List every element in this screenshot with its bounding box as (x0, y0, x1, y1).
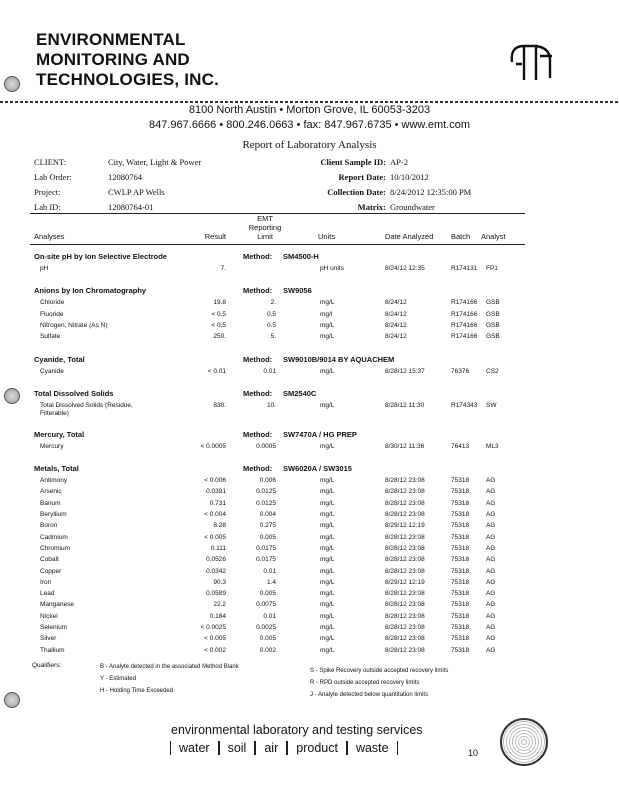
analyte-name: Silver (40, 635, 57, 643)
date-analyzed-value: 8/28/12 23:08 (385, 544, 425, 552)
client-label: CLIENT: (34, 157, 67, 167)
qualifier-s: S - Spike Recovery outside accepted recovery limits (310, 668, 449, 674)
batch-value: 76376 (451, 367, 470, 375)
result-value: < 0.005 (204, 635, 226, 643)
analyte-name: Nickel (40, 612, 58, 620)
batch-value: 75318 (451, 522, 470, 530)
qualifiers-left (100, 661, 239, 697)
footer-item-product: product (287, 741, 347, 755)
date-analyzed-value: 8/28/12 11:30 (385, 401, 425, 409)
limit-value: 1.4 (266, 578, 276, 586)
analyte-name: Arsenic (40, 488, 62, 496)
result-value: 0.0342 (206, 567, 226, 575)
date-analyzed-value: 8/29/12 12:19 (385, 522, 425, 530)
analyst-value: FP1 (486, 265, 498, 272)
result-value: < 0.5 (211, 310, 226, 318)
analyte-name: Thallium (40, 646, 65, 654)
batch-value: R174166 (451, 299, 478, 307)
units-value: mg/L (320, 556, 335, 564)
date-analyzed-value: 8/24/12 (385, 333, 407, 341)
batch-value: 75318 (451, 567, 470, 575)
punch-hole (4, 388, 20, 404)
analyst-value: AG (486, 635, 496, 643)
limit-value: 0.005 (259, 635, 276, 643)
col-units: Units (318, 232, 336, 241)
punch-hole (4, 692, 20, 708)
footer-services (170, 741, 398, 755)
date-analyzed-value: 8/28/12 23:08 (385, 533, 425, 541)
company-name-line-2: MONITORING AND (36, 50, 190, 69)
date-analyzed-value: 8/28/12 23:08 (385, 635, 425, 643)
method-label: Method: (243, 429, 273, 439)
client-value: City, Water, Light & Power (108, 157, 202, 167)
limit-value: 0.0075 (256, 601, 276, 609)
units-value: mg/L (320, 522, 335, 530)
batch-value: 75318 (451, 635, 470, 643)
limit-value: 0.005 (259, 533, 276, 541)
batch-value: 76413 (451, 442, 470, 450)
analyst-value: AG (486, 488, 496, 496)
analyte-name: Nitrogen, Nitrate (As N) (40, 321, 108, 329)
limit-value: 0.0175 (256, 556, 276, 564)
header-rule-bottom (30, 244, 525, 245)
date-analyzed-value: 8/24/12 (385, 321, 407, 329)
method-label: Method: (243, 388, 273, 398)
analyte-name: Fluoride (40, 310, 64, 318)
units-value: mg/L (320, 488, 335, 496)
result-value: 250. (213, 333, 226, 341)
collection-date-value: 8/24/2012 12:35:00 PM (390, 187, 472, 197)
units-value: mg/L (320, 477, 335, 485)
units-value: mg/L (320, 635, 335, 643)
units-value: mg/L (320, 612, 335, 620)
date-analyzed-value: 8/29/12 12:19 (385, 578, 425, 586)
limit-value: 0.0125 (256, 488, 276, 496)
date-analyzed-value: 8/24/12 (385, 310, 407, 318)
units-value: mg/L (320, 590, 335, 598)
analyte-name: Chloride (40, 299, 65, 307)
analyst-value: AG (486, 567, 496, 575)
qualifier-b: B - Analyte detected in the associated Method Blank (100, 664, 239, 670)
result-value: 0.111 (210, 544, 226, 552)
units-value: mg/l (320, 310, 333, 318)
analyst-value: AG (486, 477, 496, 485)
result-value: < 0.002 (204, 646, 226, 654)
header-rule (0, 101, 619, 103)
footer-item-air: air (255, 741, 287, 755)
analyst-value: GSB (486, 310, 500, 318)
method-value: SW6020A / SW3015 (283, 464, 352, 474)
section-title: Mercury, Total (34, 429, 85, 439)
analyst-value: SW (486, 401, 497, 409)
emt-logo (506, 40, 556, 85)
result-value: 7. (220, 265, 226, 272)
analyte-name: Antimony (40, 477, 68, 485)
date-analyzed-value: 8/30/12 11:36 (385, 442, 425, 450)
result-value: 0.731 (209, 499, 226, 507)
lab-id-label: Lab ID: (34, 202, 61, 212)
limit-value: 0.004 (259, 511, 276, 518)
method-label: Method: (243, 252, 273, 261)
analyst-value: GSB (486, 321, 500, 329)
method-value: SM2540C (283, 388, 317, 398)
units-value: mg/L (320, 511, 335, 518)
info-right-values (390, 155, 471, 215)
analyte-name: Sulfate (40, 333, 61, 341)
units-value: mg/L (320, 533, 335, 541)
result-value: < 0.0005 (200, 442, 226, 450)
date-analyzed-value: 8/28/12 15:37 (385, 367, 425, 375)
analyst-value: AG (486, 511, 496, 518)
analyte-name: Chromium (40, 544, 70, 552)
units-value: mg/L (320, 544, 335, 552)
date-analyzed-value: 8/28/12 23:08 (385, 477, 425, 485)
units-value: mg/L (320, 567, 335, 575)
analyst-value: AG (486, 624, 496, 631)
lab-id-value: 12080764-01 (108, 202, 154, 212)
analyte-name: Mercury (40, 442, 64, 450)
analyte-name: Manganese (40, 601, 74, 609)
company-name-line-1: ENVIRONMENTAL (36, 30, 186, 49)
analyst-value: AG (486, 533, 496, 541)
page-number: 10 (468, 748, 479, 758)
units-value: mg/L (320, 367, 335, 375)
analyst-value: ML3 (486, 442, 499, 450)
analyte-name: Total Dissolved Solids (Residue, Filterable) (40, 401, 133, 417)
qualifiers-right (310, 665, 448, 701)
result-value: 90.3 (213, 578, 226, 586)
date-analyzed-value: 8/28/12 23:08 (385, 488, 425, 496)
result-value: 19.8 (213, 299, 226, 307)
analyst-value: CS2 (486, 367, 499, 375)
sample-id-value: AP-2 (390, 157, 408, 167)
result-value: 0.0391 (206, 488, 226, 496)
qualifier-j: J - Analyte detected below quantitation limits (310, 692, 429, 698)
date-analyzed-value: 8/28/12 23:08 (385, 590, 425, 598)
batch-value: 75318 (451, 590, 470, 598)
batch-value: 75318 (451, 477, 470, 485)
analyte-name: Cobalt (40, 556, 59, 564)
batch-value: R174166 (451, 333, 478, 341)
col-emt: EMT (257, 214, 273, 223)
date-analyzed-value: 8/24/12 12:35 (385, 265, 425, 272)
result-value: < 0.5 (211, 321, 226, 329)
limit-value: 5. (270, 333, 276, 341)
batch-value: 75318 (451, 488, 470, 496)
section-title: On-site pH by Ion Selective Electrode (34, 252, 167, 261)
footer-item-soil: soil (219, 741, 256, 755)
analyte-name: Cyanide (40, 367, 64, 375)
limit-value: 0.275 (259, 522, 276, 530)
result-value: 0.0589 (206, 590, 226, 598)
method-value: SW9010B/9014 BY AQUACHEM (283, 354, 395, 364)
batch-value: 75318 (451, 612, 470, 620)
col-limit: Limit (257, 232, 273, 241)
result-value: < 0.0025 (200, 624, 226, 631)
matrix-label: Matrix: (357, 202, 386, 212)
collection-date-label: Collection Date: (327, 187, 386, 197)
batch-value: R174166 (451, 321, 478, 329)
analyte-name: Boron (40, 522, 58, 530)
batch-value: 75318 (451, 624, 470, 631)
footer-tagline: environmental laboratory and testing services (171, 723, 423, 737)
col-reporting-limit (240, 214, 290, 241)
limit-value: 0.01 (263, 612, 276, 620)
result-value: < 0.005 (204, 533, 226, 541)
result-value: 0.184 (209, 612, 226, 620)
analyst-value: GSB (486, 333, 500, 341)
result-value: < 0.006 (204, 477, 226, 485)
batch-value: R174166 (451, 310, 478, 318)
batch-value: 75318 (451, 544, 470, 552)
date-analyzed-value: 8/28/12 23:08 (385, 624, 425, 631)
limit-value: 0.002 (259, 646, 276, 654)
limit-value: 10. (266, 401, 276, 409)
batch-value: 75318 (451, 499, 470, 507)
method-label: Method: (243, 354, 273, 364)
contact-line: 847.967.6666 • 800.246.0663 • fax: 847.967.6735 • www.emt.com (149, 119, 470, 131)
limit-value: 0.01 (263, 367, 276, 375)
sample-id-label: Client Sample ID: (320, 157, 386, 167)
lab-order-label: Lab Order: (34, 172, 72, 182)
batch-value: 75318 (451, 578, 470, 586)
analyst-value: AG (486, 544, 496, 552)
units-value: mg/L (320, 624, 335, 631)
method-label: Method: (243, 286, 273, 296)
analyst-value: AG (486, 646, 496, 654)
section-title: Metals, Total (34, 464, 79, 474)
col-batch: Batch (451, 232, 471, 241)
analyst-value: AG (486, 556, 496, 564)
qualifiers-label: Qualifiers: (32, 662, 62, 669)
analyst-value: AG (486, 499, 496, 507)
section-title: Cyanide, Total (34, 354, 85, 364)
analyte-name: pH (40, 265, 49, 272)
matrix-value: Groundwater (390, 202, 435, 212)
col-analyst: Analyst (481, 232, 506, 241)
limit-value: 0.0125 (256, 499, 276, 507)
limit-value: 0.5 (266, 321, 276, 329)
footer-item-water: water (170, 741, 219, 755)
units-value: mg/L (320, 578, 335, 586)
footer-item-waste: waste (347, 741, 398, 755)
units-value: mg/L (320, 601, 335, 609)
report-title: Report of Laboratory Analysis (242, 139, 377, 151)
analyte-name: Barium (40, 499, 61, 507)
batch-value: R174131 (451, 265, 478, 272)
analyte-name: Iron (40, 578, 52, 586)
analyte-name: Cadmium (40, 533, 68, 541)
project-label: Project: (34, 187, 61, 197)
limit-value: 0.01 (263, 567, 276, 575)
limit-value: 2. (270, 299, 276, 307)
batch-value: 75318 (451, 511, 470, 518)
date-analyzed-value: 8/28/12 23:08 (385, 499, 425, 507)
analyte-name: Beryllium (40, 511, 67, 518)
limit-value: 0.0005 (256, 442, 276, 450)
method-value: SW9056 (283, 286, 312, 296)
company-name-line-3: TECHNOLOGIES, INC. (36, 70, 220, 89)
analyst-value: AG (486, 590, 496, 598)
units-value: mg/L (320, 401, 335, 409)
result-value: 0.0526 (206, 556, 226, 564)
section-title: Anions by Ion Chromatography (34, 286, 147, 296)
result-value: 830. (213, 401, 226, 409)
batch-value: 75318 (451, 646, 470, 654)
address: 8100 North Austin • Morton Grove, IL 60053-3203 (188, 104, 431, 116)
batch-value: R174343 (451, 401, 478, 409)
project-value: CWLP AP Wells (108, 187, 165, 197)
result-value: < 0.004 (204, 511, 226, 518)
qualifier-r: R - RPD outside accepted recovery limits (310, 680, 420, 686)
analyte-name: Selenium (40, 624, 68, 631)
batch-value: 75318 (451, 556, 470, 564)
col-date-analyzed: Date Analyzed (385, 232, 434, 241)
date-analyzed-value: 8/28/12 23:08 (385, 567, 425, 575)
method-value: SM4500-H (283, 252, 319, 261)
result-value: 8.28 (213, 522, 226, 530)
analyte-name: Lead (40, 590, 55, 598)
units-value: mg/L (320, 646, 335, 654)
date-analyzed-value: 8/28/12 23:08 (385, 556, 425, 564)
analyst-value: AG (486, 601, 496, 609)
result-value: 22.2 (213, 601, 226, 609)
analyst-value: AG (486, 578, 496, 586)
units-value: pH units (320, 265, 344, 272)
section-title: Total Dissolved Solids (34, 388, 114, 398)
batch-value: 75318 (451, 601, 470, 609)
punch-hole (4, 76, 20, 92)
col-result: Result (204, 232, 226, 241)
qualifier-h: H - Holding Time Exceeded (100, 688, 174, 694)
units-value: mg/L (320, 299, 335, 307)
limit-value: 0.5 (266, 310, 276, 318)
limit-value: 0.0175 (256, 544, 276, 552)
date-analyzed-value: 8/28/12 23:08 (385, 646, 425, 654)
method-label: Method: (243, 464, 273, 474)
units-value: mg/L (320, 333, 335, 341)
units-value: mg/L (320, 499, 335, 507)
info-left-labels (34, 155, 72, 215)
analyst-value: AG (486, 612, 496, 620)
col-reporting: Reporting (248, 223, 282, 232)
qualifier-y: Y - Estimated (100, 676, 136, 682)
method-value: SW7470A / HG PREP (283, 429, 357, 439)
col-analyses: Analyses (34, 232, 65, 241)
limit-value: 0.006 (259, 477, 276, 485)
date-analyzed-value: 8/28/12 23:08 (385, 612, 425, 620)
batch-value: 75318 (451, 533, 470, 541)
info-right-labels (300, 155, 386, 215)
analyst-value: AG (486, 522, 496, 530)
certification-seal (500, 718, 548, 766)
analyte-name: Copper (40, 567, 62, 575)
units-value: mg/L (320, 442, 335, 450)
date-analyzed-value: 8/24/12 (385, 299, 407, 307)
date-analyzed-value: 8/28/12 23:08 (385, 601, 425, 609)
info-left-values (108, 155, 201, 215)
limit-value: 0.0025 (256, 624, 276, 631)
result-value: < 0.01 (207, 367, 226, 375)
limit-value: 0.005 (259, 590, 276, 598)
report-date-label: Report Date: (338, 172, 386, 182)
date-analyzed-value: 8/28/12 23:08 (385, 511, 425, 518)
lab-order-value: 12080764 (108, 172, 142, 182)
report-date-value: 10/10/2012 (390, 172, 429, 182)
analyst-value: GSB (486, 299, 500, 307)
units-value: mg/L (320, 321, 335, 329)
